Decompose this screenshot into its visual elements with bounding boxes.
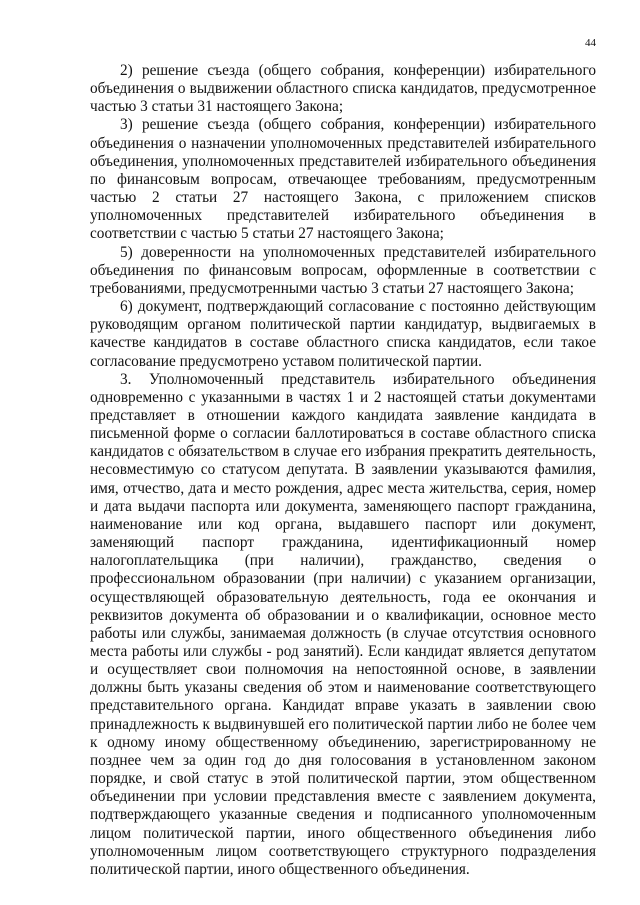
paragraph-item-6: 6) документ, подтверждающий согласование с постоянно действующим руководящим органом политической партии кандидатур, выдвигаемых в качестве кандидатов в составе областного списка кандидатов, если такое согласование предусмотрено уставом политической партии. [90,298,596,370]
paragraph-item-2: 2) решение съезда (общего собрания, конференции) избирательного объединения о выдвижении областного списка кандидатов, предусмотренное частью 3 статьи 31 настоящего Закона; [90,62,596,116]
paragraph-item-3: 3) решение съезда (общего собрания, конференции) избирательного объединения о назначении уполномоченных представителей избирательного объединения, уполномоченных представителей избирательного объединения по финансовым вопросам, отвечающее требованиям, предусмотренным частью 2 статьи 27 настоящего Закона, с приложением списков уполномоченных представителей избирательного объединения в соответствии с частью 5 статьи 27 настоящего Закона; [90,116,596,243]
page-number: 44 [585,37,596,49]
paragraph-item-5: 5) доверенности на уполномоченных представителей избирательного объединения по финансовым вопросам, оформленные в соответствии с требованиями, предусмотренными частью 3 статьи 27 настоящего Закона; [90,243,596,297]
paragraph-part-3: 3. Уполномоченный представитель избирательного объединения одновременно с указанными в частях 1 и 2 настоящей статьи документами представляет в отношении каждого кандидата заявление кандидата в письменной форме о согласии баллотироваться в составе областного списка кандидатов с обязательством в случае его избрания прекратить деятельность, несовместимую со статусом депутата. В заявлении указываются фамилия, имя, отчество, дата и место рождения, адрес места жительства, серия, номер и дата выдачи паспорта или документа, заменяющего паспорт гражданина, наименование или код органа, выдавшего паспорт или документ, заменяющий паспорт гражданина, идентификационный номер налогоплательщика (при наличии), гражданство, сведения о профессиональном образовании (при наличии) с указанием организации, осуществляющей образовательную деятельность, года ее окончания и реквизитов документа об образовании и о квалификации, основное место работы или службы, занимаемая должность (в случае отсутствия основного места работы или службы - род занятий). Если кандидат является депутатом и осуществляет свои полномочия на непостоянной основе, в заявлении должны быть указаны сведения об этом и наименование соответствующего представительного органа. Кандидат вправе указать в заявлении свою принадлежность к выдвинувшей его политической партии либо не более чем к одному иному общественному объединению, зарегистрированному не позднее чем за один год до дня голосования в установленном законом порядке, и свой статус в этой политической партии, этом общественном объединении при условии представления вместе с заявлением документа, подтверждающего указанные сведения и подписанного уполномоченным лицом политической партии, иного общественного объединения либо уполномоченным лицом соответствующего структурного подразделения политической партии, иного общественного объединения. [90,370,596,878]
document-body [90,62,596,879]
